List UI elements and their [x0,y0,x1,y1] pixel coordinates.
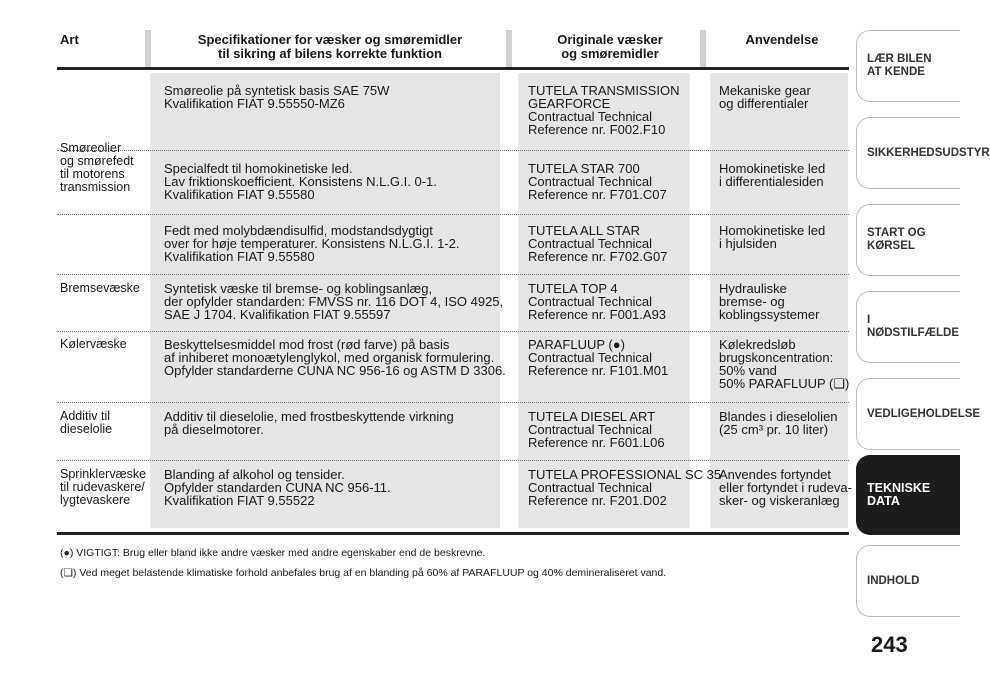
anv-cell: Anvendes fortyndet eller fortyndet i rudeva- sker- og viskeranlæg [719,467,852,508]
spec-cell: Blanding af alkohol og tensider. Opfylder standarden CUNA NC 956-11. Kvalifikation FIAT 9.55522 [164,467,391,508]
header-art: Art [60,32,79,47]
orig-cell: TUTELA ALL STAR Contractual Technical Reference nr. F702.G07 [528,223,668,264]
header-anvendelse: Anvendelse [745,32,819,47]
spec-cell: Fedt med molybdændisulfid, modstandsdygtigt over for høje temperaturer. Konsistens N.L.G.I. 1-2. Kvalifikation FIAT 9.55580 [164,223,460,264]
orig-cell: PARAFLUUP (●) Contractual Technical Reference nr. F101.M01 [528,337,669,378]
spec-cell: Smøreolie på syntetisk basis SAE 75W Kvalifikation FIAT 9.55550-MZ6 [164,83,390,111]
orig-cell: TUTELA DIESEL ART Contractual Technical Reference nr. F601.L06 [528,409,665,450]
spec-cell: Beskyttelsesmiddel mod frost (rød farve) på basis af inhiberet monoætylenglykol, med organisk formulering. Opfylder standarderne CUNA NC 956-16 og ASTM D 3306. [164,337,506,378]
art-kolervaeske: Kølervæske [60,337,127,351]
header-divider [506,30,512,70]
header-divider [145,30,151,70]
orig-cell: TUTELA STAR 700 Contractual Technical Reference nr. F701.C07 [528,161,667,202]
nav-tab-i-nodstilfaelde[interactable]: I NØDSTILFÆLDE [856,291,960,363]
orig-cell: TUTELA TRANSMISSION GEARFORCE Contractual Technical Reference nr. F002.F10 [528,83,680,137]
footnote-climate: (❏) Ved meget belastende klimatiske forhold anbefales brug af en blanding på 60% af PARAFLUUP og 40% demineraliseret vand. [60,567,667,579]
anv-cell: Blandes i dieselolien (25 cm³ pr. 10 liter) [719,409,838,437]
row-separator [57,331,849,332]
bottom-rule [57,532,849,535]
anv-cell: Hydrauliske bremse- og koblingssystemer [719,281,820,322]
page-number: 243 [871,632,908,657]
nav-tab-sikkerhedsudstyr[interactable]: SIKKERHEDSUDSTYR [856,117,960,189]
footnote-important: (●) VIGTIGT: Brug eller bland ikke andre væsker med andre egenskaber end de beskrevne. [60,547,486,559]
anv-cell: Homokinetiske led i hjulsiden [719,223,826,251]
row-separator [57,150,849,151]
spec-cell: Specialfedt til homokinetiske led. Lav friktionskoefficient. Konsistens N.L.G.I. 0-1. Kvalifikation FIAT 9.55580 [164,161,437,202]
header-orig: Originale væsker og smøremidler [557,32,663,61]
art-smoreolier: Smøreolier og smørefedt til motorens transmission [60,141,134,194]
nav-tab-start-og-korsel[interactable]: START OG KØRSEL [856,204,960,276]
art-additiv: Additiv til dieselolie [60,409,113,436]
row-separator [57,274,849,275]
row-separator [57,402,849,403]
spec-cell: Syntetisk væske til bremse- og koblingsanlæg, der opfylder standarden: FMVSS nr. 116 DOT 4, ISO 4925, SAE J 1704. Kvalifikation FIAT 9.55597 [164,281,504,322]
anv-cell: Mekaniske gear og differentialer [719,83,811,111]
orig-cell: TUTELA TOP 4 Contractual Technical Reference nr. F001.A93 [528,281,667,322]
art-bremsevaeske: Bremsevæske [60,281,140,295]
nav-tab-laer-bilen[interactable]: LÆR BILEN AT KENDE [856,30,960,102]
row-separator [57,460,849,461]
orig-cell: TUTELA PROFESSIONAL SC 35 Contractual Technical Reference nr. F201.D02 [528,467,722,508]
spec-cell: Additiv til dieselolie, med frostbeskyttende virkning på dieselmotorer. [164,409,454,437]
nav-tab-indhold[interactable]: INDHOLD [856,545,960,617]
top-rule [57,67,849,70]
row-separator [57,214,849,215]
anv-cell: Homokinetiske led i differentialesiden [719,161,826,189]
art-sprinkler: Sprinklervæske til rudevaskere/ lygtevaskere [60,467,147,507]
anv-cell: Kølekredsløb brugskoncentration: 50% vand 50% PARAFLUUP (❏) [719,337,850,391]
nav-tab-vedligeholdelse[interactable]: VEDLIGEHOLDELSE [856,378,960,450]
nav-tab-tekniske-data[interactable]: TEKNISKE DATA [856,455,960,535]
header-spec: Specifikationer for væsker og smøremidler til sikring af bilens korrekte funktion [197,32,463,61]
header-divider [700,30,706,70]
